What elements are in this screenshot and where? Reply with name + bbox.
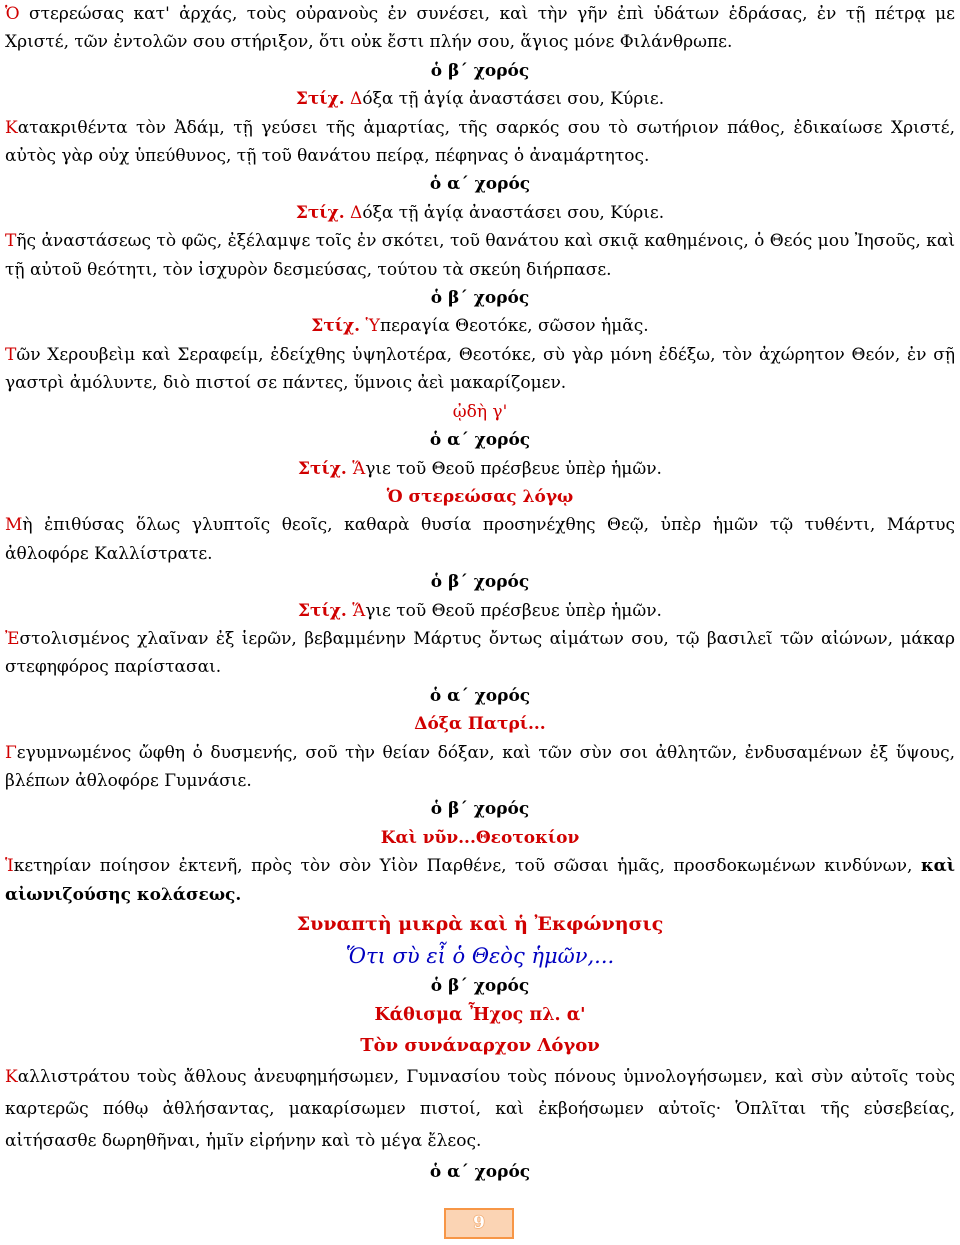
prosomoion-heading: Τὸν συνάναρχον Λόγον xyxy=(360,1035,600,1056)
choir-label: ὁ β΄ χορός xyxy=(430,60,530,81)
troparion-text: ατακριθέντα τὸν Ἀδάμ, τῇ γεύσει τῆς ἁμαρτίας, τῆς σαρκός σου τὸ σωτήριον πάθος, ἐδικαίωσε Χριστέ, αὐτὸς γὰρ οὐχ ὑπεύθυνος, τῇ τοῦ θανάτου πείρᾳ, πέφηνας ὁ ἀναμάρτητος. xyxy=(5,117,955,167)
troparion xyxy=(5,0,955,57)
verse-initial: Ἅ xyxy=(352,600,366,621)
verse-initial: Δ xyxy=(350,89,363,110)
troparion xyxy=(5,227,955,284)
verse-line xyxy=(5,455,955,483)
troparion-text: στολισμένος χλαῖναν ἐξ ἱερῶν, βεβαμμένην Μάρτυς ὄντως αἱμάτων σου, τῷ βασιλεῖ τῶν αἰώνων, μάκαρ στεφηφόρος παρίστασαι. xyxy=(5,628,955,678)
verse-line xyxy=(5,85,955,113)
red-initial: Ἱ xyxy=(5,856,14,877)
troparion-text: αλλιστράτου τοὺς ἄθλους ἀνευφημήσωμεν, Γυμνασίου τοὺς πόνους ὑμνολογήσωμεν, καὶ σὺν αὐτοῖς τοὺς καρτερῶς πόθῳ ἀθλήσαντας, μακαρίσωμεν πιστοί, καὶ ἐκβοήσωμεν αὐτοῖς· Ὁπλῖται τῆς εὐσεβείας, αἰτήσασθε δωρηθῆναι, ἡμῖν εἰρήνην καὶ τὸ μέγα ἔλεος. xyxy=(5,1067,955,1151)
verse-line xyxy=(5,199,955,227)
red-initial: Κ xyxy=(5,1067,18,1087)
verse-initial: Ἅ xyxy=(352,458,366,479)
verse-label: Στίχ. xyxy=(298,458,347,479)
verse-line xyxy=(5,312,955,340)
troparion-text: εγυμνωμένος ὤφθη ὁ δυσμενής, σοῦ τὴν θείαν δόξαν, καὶ τῶν σὺν σοι ἀθλητῶν, ἐνδυσαμένων ἐξ ὕψους, βλέπων ἀθλοφόρε Γυμνάσιε. xyxy=(5,742,955,791)
verse-initial: Δ xyxy=(350,202,363,223)
red-initial: Μ xyxy=(5,515,23,536)
verse-text: γιε τοῦ Θεοῦ πρέσβευε ὑπὲρ ἡμῶν. xyxy=(365,600,662,621)
troparion-text: ῶν Χερουβεὶμ καὶ Σεραφείμ, ἐδείχθης ὑψηλοτέρα, Θεοτόκε, σὺ γὰρ μόνη ἐδέξω, τὸν ἀχώρητον Θεόν, ἐν σῇ γαστρὶ ἀμόλυντε, διὸ πιστοί σε πάντες, ὕμνοις ἀεὶ μακαρίζομεν. xyxy=(5,344,955,394)
choir-label: ὁ β΄ χορός xyxy=(430,976,530,996)
choir-label: ὁ α΄ χορός xyxy=(429,1162,531,1182)
troparion-bold-ending: καὶ αἰωνιζούσης κολάσεως. xyxy=(5,856,955,905)
ekphonesis: Ὅτι σὺ εἶ ὁ Θεὸς ἡμῶν,... xyxy=(345,944,615,968)
red-initial: Ὁ xyxy=(5,4,20,24)
kathisma-troparion xyxy=(5,1061,955,1157)
red-initial: Γ xyxy=(5,742,17,763)
choir-label: ὁ α΄ χορός xyxy=(429,430,531,451)
verse-label: Στίχ. xyxy=(311,316,361,337)
troparion-text: ὴ ἐπιθύσας ὅλως γλυπτοῖς θεοῖς, καθαρὰ θυσία προσηνέχθης Θεῷ, ὑπὲρ ἡμῶν τῷ τυθέντι, Μάρτυς ἀθλοφόρε Καλλίστρατε. xyxy=(5,515,955,564)
verse-label: Στίχ. xyxy=(298,600,347,621)
red-initial: Τ xyxy=(5,344,17,365)
doxa-heading: Δόξα Πατρί... xyxy=(414,714,546,735)
theotokion xyxy=(5,852,955,909)
troparion xyxy=(5,739,955,796)
troparion xyxy=(5,114,955,171)
verse-label: Στίχ. xyxy=(295,89,345,110)
verse-text: περαγία Θεοτόκε, σῶσον ἡμᾶς. xyxy=(379,316,649,337)
troparion xyxy=(5,625,955,682)
verse-line xyxy=(5,597,955,625)
troparion-text: στερεώσας κατ' ἀρχάς, τοὺς οὐρανοὺς ἐν συνέσει, καὶ τὴν γῆν ἐπὶ ὑδάτων ἑδράσας, ἐν τῇ πέτρᾳ με Χριστέ, τῶν ἐντολῶν σου στήριξον, ὅτι οὐκ ἔστι πλήν σου, ἅγιος μόνε Φιλάνθρωπε. xyxy=(5,4,955,53)
page-body xyxy=(5,0,955,1188)
verse-text: όξα τῇ ἁγίᾳ ἀναστάσει σου, Κύριε. xyxy=(362,89,665,110)
troparion-text: ῆς ἀναστάσεως τὸ φῶς, ἐξέλαμψε τοῖς ἐν σκότει, τοῦ θανάτου καὶ σκιᾷ καθημένοις, ὁ Θεός μου Ἰησοῦς, καὶ τῇ αὐτοῦ θεότητι, τὸν ἰσχυρὸν δεσμεύσας, τούτου τὰ σκεύη διήρπασε. xyxy=(5,231,956,280)
ode-heading: ᾠδὴ γ' xyxy=(452,401,508,422)
red-initial: Κ xyxy=(5,117,18,138)
troparion-text: κετηρίαν ποίησον ἐκτενῆ, πρὸς τὸν σὸν Υἱὸν Παρθένε, τοῦ σῶσαι ἡμᾶς, προσδοκωμένων κινδύνων, xyxy=(13,856,921,877)
troparion xyxy=(5,511,955,568)
verse-text: γιε τοῦ Θεοῦ πρέσβευε ὑπὲρ ἡμῶν. xyxy=(365,458,662,479)
verse-initial: Ὑ xyxy=(365,316,380,337)
red-initial: Τ xyxy=(5,231,17,252)
choir-label: ὁ β΄ χορός xyxy=(430,572,530,593)
verse-text: όξα τῇ ἁγίᾳ ἀναστάσει σου, Κύριε. xyxy=(362,202,665,223)
verse-label: Στίχ. xyxy=(295,202,345,223)
kathisma-heading: Κάθισμα Ἦχος πλ. α' xyxy=(374,1005,586,1025)
heirmos-heading: Ὁ στερεώσας λόγῳ xyxy=(386,486,574,507)
litany-heading: Συναπτὴ μικρὰ καὶ ἡ Ἐκφώνησις xyxy=(296,913,664,935)
theotokion-heading: Καὶ νῦν...Θεοτοκίον xyxy=(380,827,580,848)
choir-label: ὁ β΄ χορός xyxy=(430,799,530,820)
choir-label: ὁ α΄ χορός xyxy=(429,174,531,195)
page-number: 9 xyxy=(444,1208,514,1239)
choir-label: ὁ α΄ χορός xyxy=(429,685,531,706)
theotokion xyxy=(5,341,955,398)
choir-label: ὁ β΄ χορός xyxy=(430,288,530,309)
red-initial: Ἐ xyxy=(5,628,20,649)
